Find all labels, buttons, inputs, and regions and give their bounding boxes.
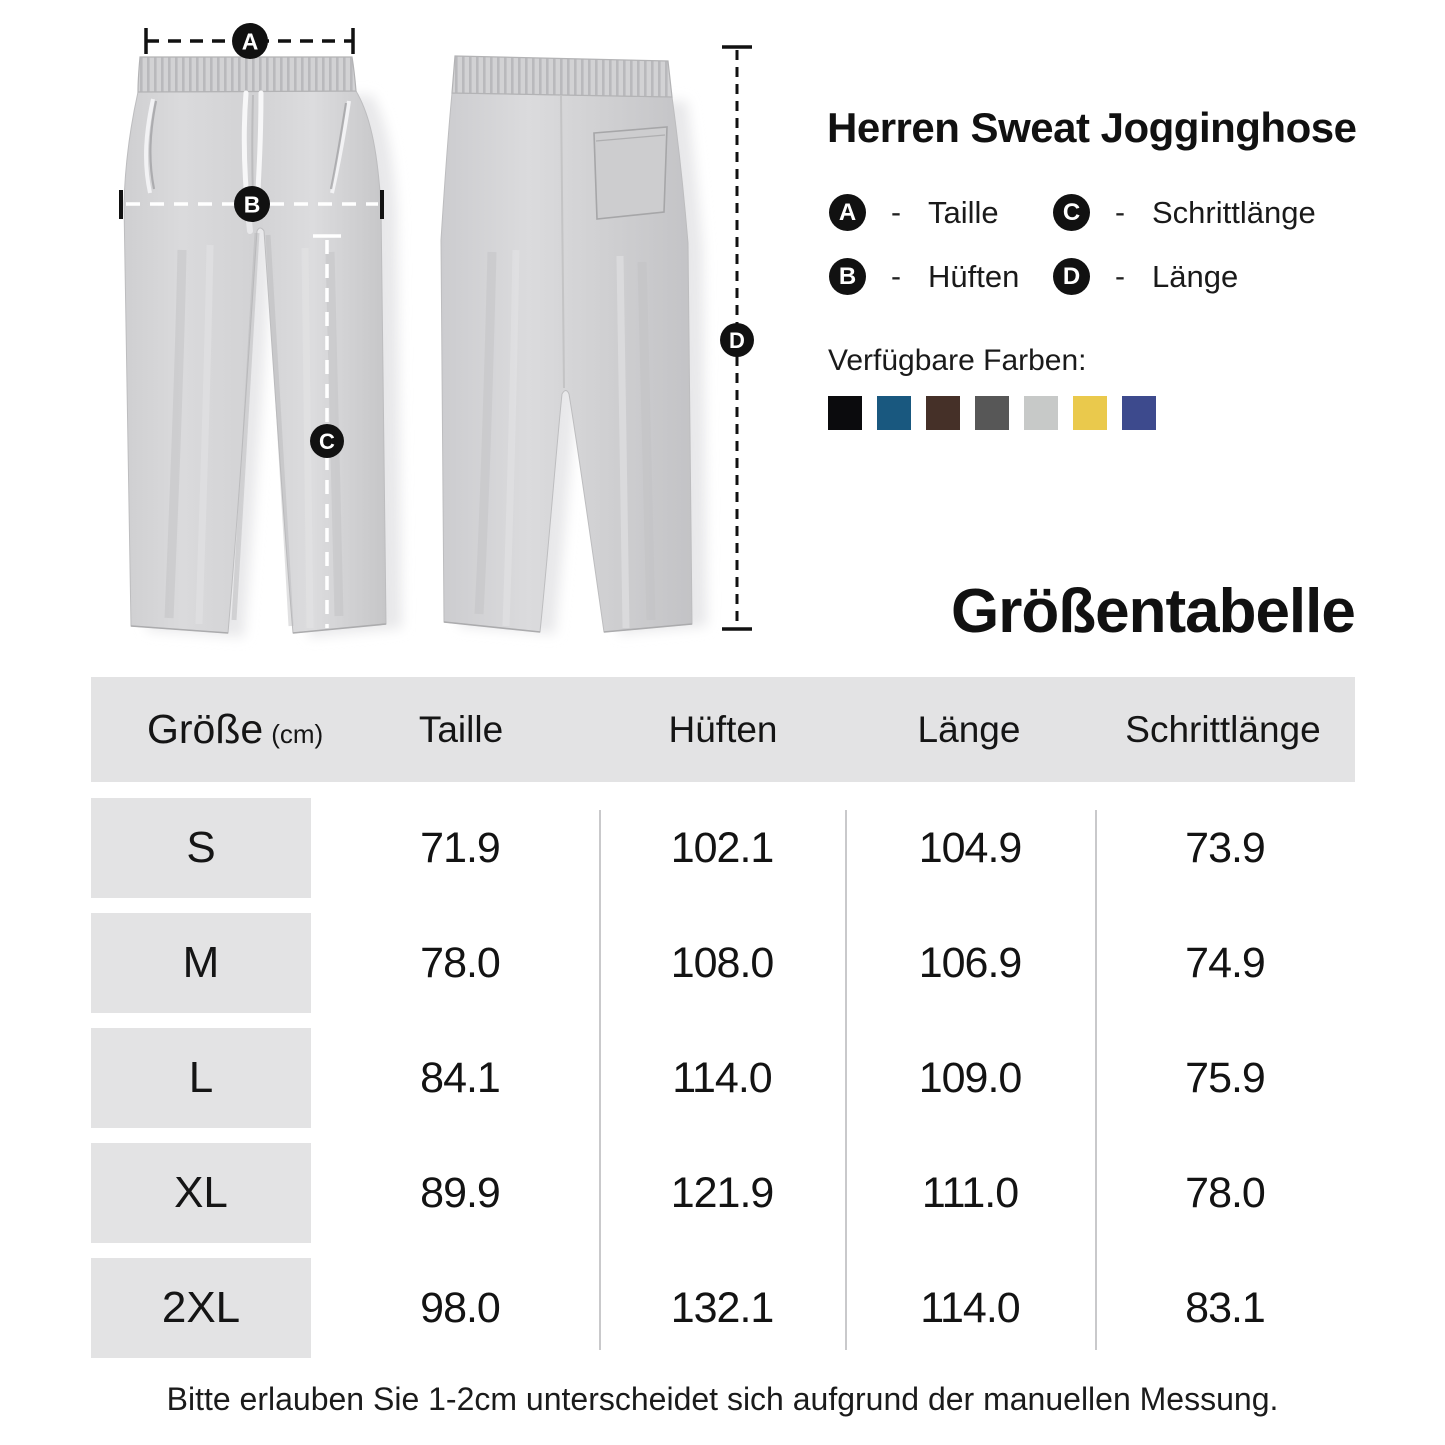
- available-colors-label: Verfügbare Farben:: [828, 344, 1087, 377]
- hueften-value: 114.0: [672, 1054, 772, 1102]
- size-cell: M: [91, 913, 311, 1013]
- hueften-value: 102.1: [670, 824, 774, 872]
- hueften-value: 108.0: [670, 939, 774, 987]
- legend-badge-a: A: [829, 194, 866, 231]
- schrittlaenge-value: 78.0: [1185, 1169, 1265, 1217]
- marker-a-letter: A: [241, 28, 259, 55]
- size-cell: 2XL: [91, 1258, 311, 1358]
- marker-c-letter: C: [319, 428, 335, 454]
- legend-item-laenge: [1053, 258, 1238, 295]
- legend-badge-d: D: [1053, 258, 1090, 295]
- measurement-disclaimer: Bitte erlauben Sie 1-2cm unterscheidet sich aufgrund der manuellen Messung.: [166, 1381, 1279, 1417]
- column-header-hueften: Hüften: [668, 709, 778, 750]
- legend-item-taille: [829, 194, 999, 231]
- color-swatch-darkgray: [975, 396, 1009, 430]
- marker-b-letter: B: [243, 191, 261, 218]
- table-row-m: [0, 913, 1445, 1013]
- laenge-value: 109.0: [918, 1054, 1022, 1102]
- laenge-value: 111.0: [921, 1169, 1019, 1217]
- table-row-2xl: [0, 1258, 1445, 1358]
- back-waistband: [452, 56, 672, 97]
- legend-badge-b: B: [829, 258, 866, 295]
- taille-value: 78.0: [420, 939, 500, 987]
- legend-label-hueften: Hüften: [928, 258, 1020, 294]
- color-swatch-lightgray: [1024, 396, 1058, 430]
- column-header-groesse-text: Größe: [147, 706, 264, 752]
- taille-value: 84.1: [420, 1054, 500, 1102]
- size-cell: L: [91, 1028, 311, 1128]
- pants-measurement-diagram: [0, 0, 790, 670]
- pants-front-view: [121, 23, 402, 637]
- taille-value: 89.9: [420, 1169, 500, 1217]
- table-row-l: [0, 1028, 1445, 1128]
- size-chart-heading: Größentabelle: [951, 577, 1355, 646]
- schrittlaenge-value: 75.9: [1185, 1054, 1265, 1102]
- legend-label-taille: Taille: [928, 194, 999, 230]
- legend-badge-c: C: [1053, 194, 1090, 231]
- color-swatch-navy: [1122, 396, 1156, 430]
- schrittlaenge-value: 73.9: [1185, 824, 1265, 872]
- column-header-laenge: Länge: [917, 709, 1021, 750]
- taille-value: 71.9: [420, 824, 500, 872]
- hueften-value: 132.1: [670, 1284, 774, 1332]
- size-cell: S: [91, 798, 311, 898]
- front-waistband: [138, 57, 356, 92]
- table-row-s: [0, 798, 1445, 898]
- schrittlaenge-value: 74.9: [1185, 939, 1265, 987]
- legend-item-schrittlaenge: [1053, 194, 1316, 231]
- laenge-value: 114.0: [920, 1284, 1020, 1332]
- legend-dash: -: [1115, 259, 1125, 293]
- table-row-xl: [0, 1143, 1445, 1243]
- color-swatch-black: [828, 396, 862, 430]
- size-table-header: [91, 677, 1355, 782]
- laenge-value: 104.9: [918, 824, 1022, 872]
- schrittlaenge-value: 83.1: [1185, 1284, 1265, 1332]
- color-swatch-row: [828, 396, 1156, 430]
- legend-dash: -: [1115, 195, 1125, 229]
- color-swatch-brown: [926, 396, 960, 430]
- marker-d-letter: D: [729, 327, 745, 353]
- color-swatch-yellow: [1073, 396, 1107, 430]
- laenge-value: 106.9: [918, 939, 1022, 987]
- legend-dash: -: [891, 259, 901, 293]
- size-cell: XL: [91, 1143, 311, 1243]
- page-title: Herren Sweat Jogginghose: [827, 104, 1357, 151]
- legend-label-laenge: Länge: [1152, 258, 1239, 294]
- column-header-unit: (cm): [271, 719, 324, 749]
- column-header-groesse: [147, 677, 323, 782]
- legend-item-hueften: [829, 258, 1019, 295]
- pants-back-view: [441, 47, 754, 634]
- hueften-value: 121.9: [670, 1169, 774, 1217]
- legend-dash: -: [891, 195, 901, 229]
- column-header-schrittlaenge: Schrittlänge: [1125, 709, 1321, 750]
- column-header-taille: Taille: [418, 709, 504, 750]
- taille-value: 98.0: [420, 1284, 500, 1332]
- color-swatch-petrol: [877, 396, 911, 430]
- legend-label-schrittlaenge: Schrittlänge: [1152, 194, 1316, 230]
